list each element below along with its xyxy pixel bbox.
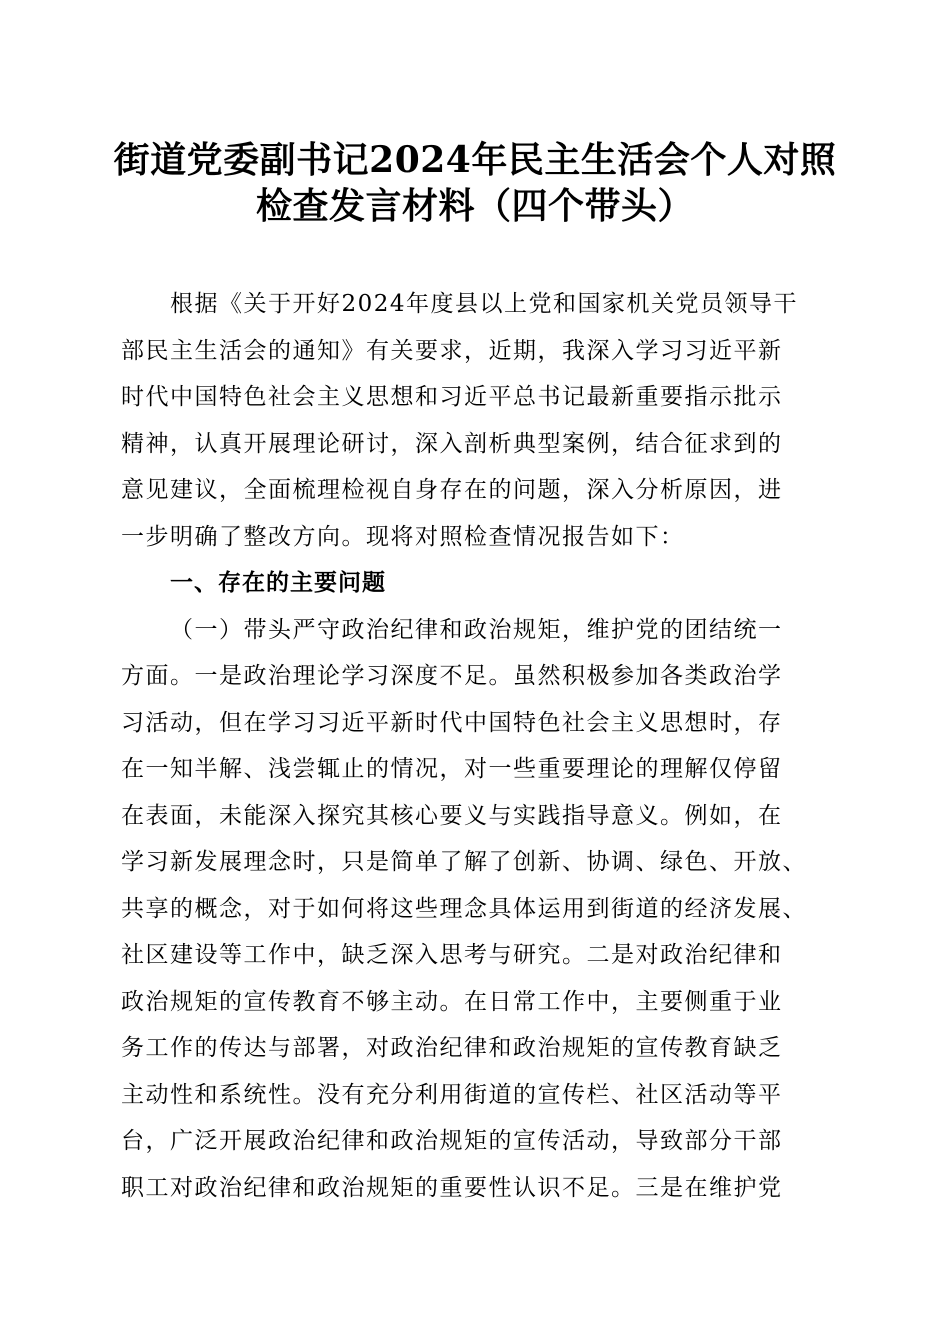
paragraph-line: 时代中国特色社会主义思想和习近平总书记最新重要指示批示 <box>121 384 783 410</box>
paragraph-line: 精神，认真开展理论研讨，深入剖析典型案例，结合征求到的 <box>121 430 783 457</box>
paragraph-line: 在表面，未能深入探究其核心要义与实践指导意义。例如，在 <box>121 802 783 829</box>
paragraph-line: 台，广泛开展政治纪律和政治规矩的宣传活动，导致部分干部 <box>121 1128 783 1154</box>
paragraph-line: 部民主生活会的通知》有关要求，近期，我深入学习习近平新 <box>121 337 783 364</box>
paragraph-line: 职工对政治纪律和政治规矩的重要性认识不足。三是在维护党 <box>121 1174 783 1201</box>
document-title-line-2: 检查发言材料（四个带头） <box>255 185 694 227</box>
document-title-line-1: 街道党委副书记2024年民主生活会个人对照 <box>113 139 837 181</box>
paragraph-line: 在一知半解、浅尝辄止的情况，对一些重要理论的理解仅停留 <box>121 756 783 782</box>
paragraph-line: 根据《关于开好2024年度县以上党和国家机关党员领导干 <box>170 291 799 317</box>
paragraph-line: 务工作的传达与部署，对政治纪律和政治规矩的宣传教育缺乏 <box>121 1035 783 1061</box>
paragraph-line: 主动性和系统性。没有充分利用街道的宣传栏、社区活动等平 <box>121 1081 783 1108</box>
paragraph-line: 学习新发展理念时，只是简单了解了创新、协调、绿色、开放、 <box>121 849 807 875</box>
paragraph-line: 意见建议，全面梳理检视自身存在的问题，深入分析原因，进 <box>121 477 783 503</box>
paragraph-line: 社区建设等工作中，缺乏深入思考与研究。二是对政治纪律和 <box>121 942 783 968</box>
section-heading: 一、存在的主要问题 <box>170 570 386 596</box>
paragraph-line: （一）带头严守政治纪律和政治规矩，维护党的团结统一 <box>170 616 783 643</box>
paragraph-line: 政治规矩的宣传教育不够主动。在日常工作中，主要侧重于业 <box>121 988 783 1015</box>
paragraph-line: 一步明确了整改方向。现将对照检查情况报告如下： <box>121 523 685 550</box>
paragraph-line: 方面。一是政治理论学习深度不足。虽然积极参加各类政治学 <box>121 663 783 689</box>
paragraph-line: 习活动，但在学习习近平新时代中国特色社会主义思想时，存 <box>121 709 783 736</box>
paragraph-line: 共享的概念，对于如何将这些理念具体运用到街道的经济发展、 <box>121 895 807 922</box>
